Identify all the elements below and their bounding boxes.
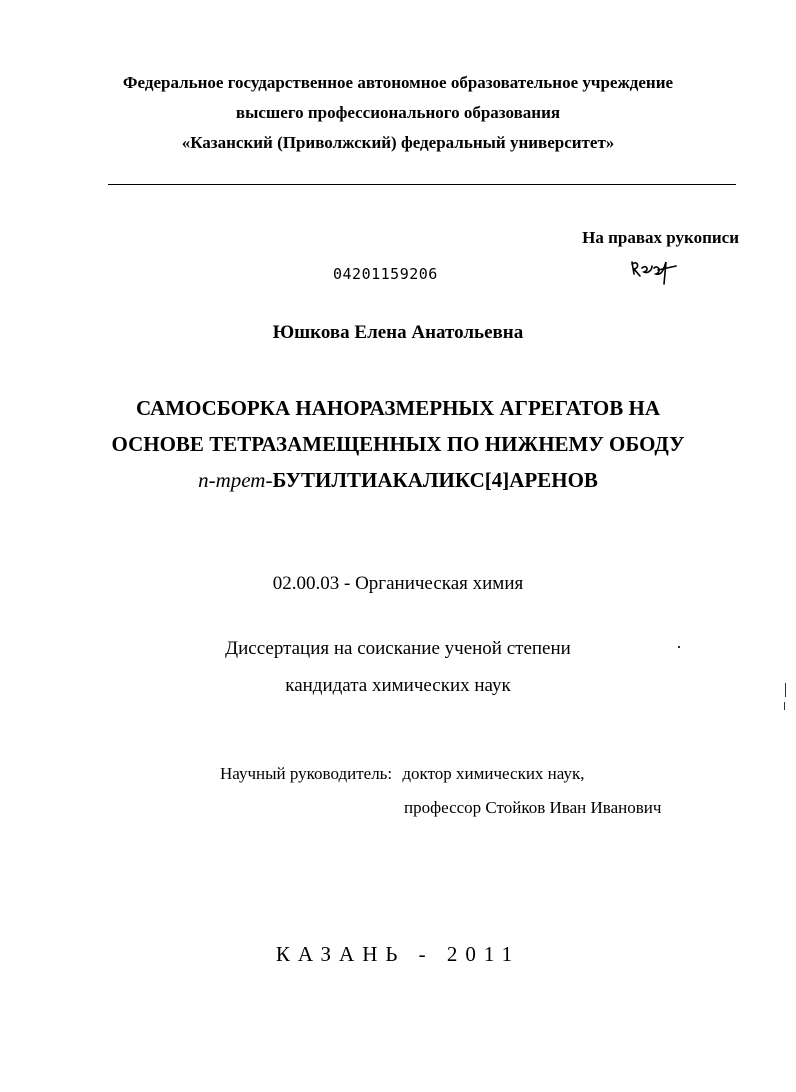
scan-mark [785, 683, 786, 697]
institution-line-3: «Казанский (Приволжский) федеральный университет» [181, 133, 615, 152]
degree-statement [0, 630, 796, 704]
dissertation-title [0, 390, 796, 498]
institution-line-2: высшего профессионального образования [235, 103, 561, 122]
header-divider [108, 184, 736, 185]
handwritten-signature [628, 256, 680, 288]
author-name: Юшкова Елена Анатольевна [272, 322, 524, 343]
scan-speck [678, 646, 680, 648]
supervisor-name: профессор Стойков Иван Иванович [404, 798, 662, 817]
degree-line-2: кандидата химических наук [285, 675, 511, 696]
supervisor-label: Научный руководитель: [220, 764, 393, 783]
degree-line-1: Диссертация на соискание ученой степени [225, 638, 571, 659]
title-line-1: САМОСБОРКА НАНОРАЗМЕРНЫХ АГРЕГАТОВ НА [135, 396, 661, 420]
registry-number: 04201159206 [333, 265, 438, 283]
institution-line-1: Федеральное государственное автономное образовательное учреждение [122, 73, 674, 92]
specialty: 02.00.03 - Органическая химия [272, 573, 524, 594]
title-italic-prefix: п-трет- [198, 468, 273, 492]
supervisor-degree: доктор химических наук, [402, 764, 585, 783]
title-line-3-rest: БУТИЛТИАКАЛИКС[4]АРЕНОВ [272, 468, 598, 492]
supervisor-line-1 [220, 764, 584, 784]
institution-header [0, 68, 796, 158]
rights-note: На правах рукописи [582, 228, 739, 247]
scan-mark [784, 702, 785, 710]
title-line-2: ОСНОВЕ ТЕТРАЗАМЕЩЕННЫХ ПО НИЖНЕМУ ОБОДУ [111, 432, 685, 456]
city-year: КАЗАНЬ - 2011 [275, 942, 521, 966]
title-line-3 [0, 462, 796, 498]
